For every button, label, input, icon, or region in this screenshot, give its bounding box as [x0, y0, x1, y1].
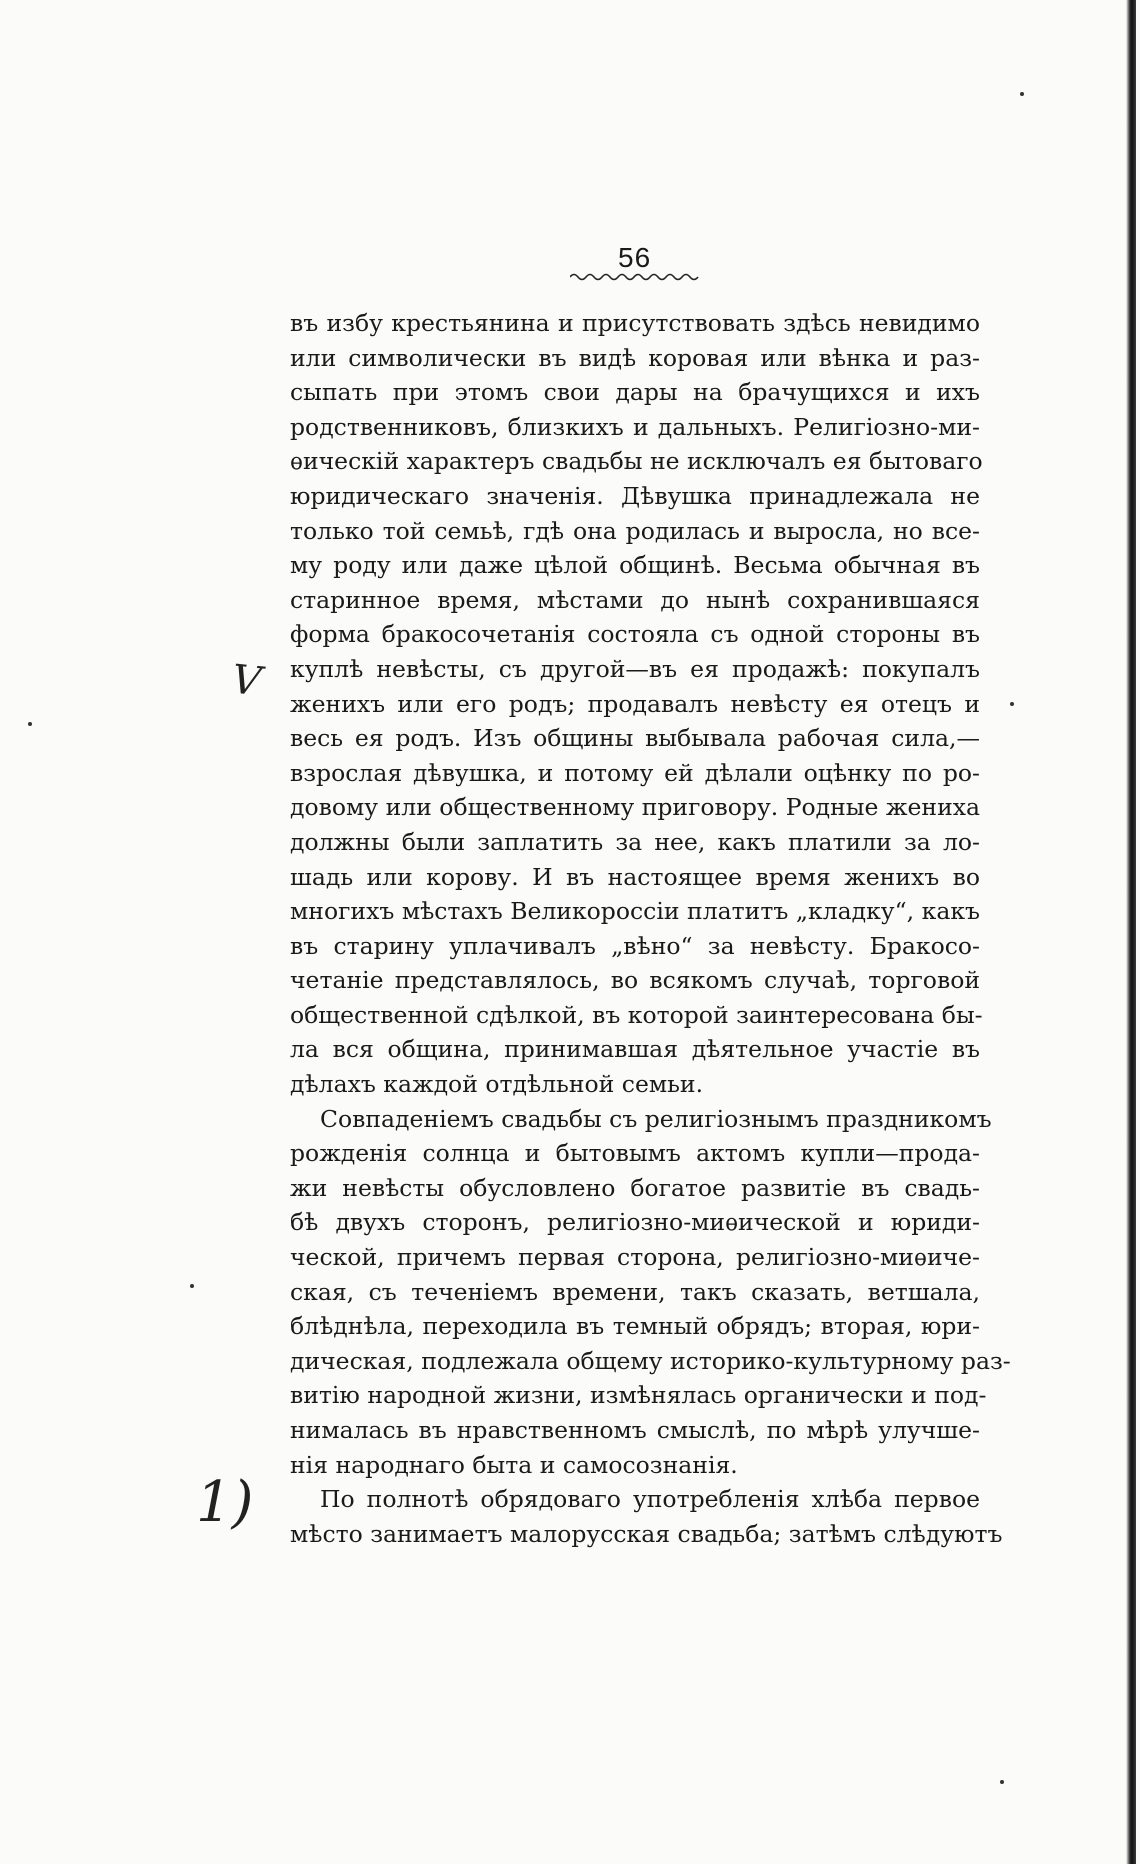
text-line: мѣсто занимаетъ малорусская свадьба; затѣмъ слѣдуютъ	[290, 1519, 1003, 1548]
page-edge-shadow	[1126, 0, 1136, 1864]
text-line: По полнотѣ обрядоваго употребленія хлѣба первое	[320, 1485, 980, 1514]
text-line: должны были заплатить за нее, какъ платили за ло-	[290, 827, 980, 856]
text-line: бѣ двухъ сторонъ, религіозно-миѳической и юриди-	[290, 1208, 980, 1237]
text-line: нималась въ нравственномъ смыслѣ, по мѣрѣ улучше-	[290, 1416, 980, 1444]
text-line: въ избу крестьянина и присутствовать здѣсь невидимо	[290, 309, 980, 337]
text-line: жи невѣсты обусловлено богатое развитіе въ свадь-	[290, 1173, 980, 1202]
text-line: ческой, причемъ первая сторона, религіозно-миѳиче-	[290, 1243, 980, 1272]
text-line: многихъ мѣстахъ Великороссіи платитъ „кладку“, какъ	[290, 897, 980, 926]
text-line: шадь или корову. И въ настоящее время женихъ во	[290, 862, 980, 891]
text-line: нія народнаго быта и самосознанія.	[290, 1450, 738, 1479]
text-line: форма бракосочетанія состояла съ одной стороны въ	[290, 620, 980, 649]
text-line: довому или общественному приговору. Родные жениха	[290, 793, 981, 822]
wavy-rule	[570, 272, 700, 282]
text-line: женихъ или его родъ; продавалъ невѣсту ея отецъ и	[290, 689, 980, 718]
text-line: юридическаго значенія. Дѣвушка принадлежала не	[290, 481, 980, 510]
text-line: только той семьѣ, гдѣ она родилась и выросла, но все-	[290, 516, 980, 545]
text-line: му роду или даже цѣлой общинѣ. Весьма обычная въ	[290, 551, 980, 580]
text-line: взрослая дѣвушка, и потому ей дѣлали оцѣнку по ро-	[290, 758, 980, 787]
speck	[28, 722, 32, 726]
speck	[1000, 1780, 1004, 1784]
text-line: общественной сдѣлкой, въ которой заинтересована бы-	[290, 1000, 983, 1029]
text-line: куплѣ невѣсты, съ другой—въ ея продажѣ: покупалъ	[290, 654, 980, 683]
text-line: дѣлахъ каждой отдѣльной семьи.	[290, 1070, 704, 1099]
page-number: 56	[618, 242, 652, 273]
text-line: рожденія солнца и бытовымъ актомъ купли—прода-	[290, 1139, 980, 1168]
text-line: ская, съ теченіемъ времени, такъ сказать, ветшала,	[290, 1277, 980, 1306]
text-line: сыпать при этомъ свои дары на брачущихся и ихъ	[290, 378, 980, 407]
text-line: старинное время, мѣстами до нынѣ сохранившаяся	[290, 585, 980, 614]
text-line: или символически въ видѣ коровая или вѣнка и раз-	[290, 343, 980, 372]
speck	[1010, 702, 1014, 706]
body-text	[290, 306, 1011, 1551]
text-line: Совпаденіемъ свадьбы съ религіознымъ праздникомъ	[320, 1104, 992, 1133]
text-line: блѣднѣла, переходила въ темный обрядъ; вторая, юри-	[290, 1312, 980, 1341]
text-line: ѳическій характеръ свадьбы не исключалъ ея бытоваго	[290, 447, 983, 476]
text-line: родственниковъ, близкихъ и дальныхъ. Религіозно-ми-	[290, 412, 980, 441]
margin-mark-paren: 1)	[196, 1470, 254, 1535]
text-line: дическая, подлежала общему историко-культурному раз-	[290, 1346, 1011, 1375]
text-line: весь ея родъ. Изъ общины выбывала рабочая сила,—	[290, 724, 980, 753]
text-line: ла вся община, принимавшая дѣятельное участіе въ	[290, 1035, 980, 1064]
speck	[1020, 92, 1024, 96]
text-line: витію народной жизни, измѣнялась органически и под-	[290, 1381, 987, 1410]
margin-mark-v: V	[229, 656, 264, 706]
speck	[190, 1284, 194, 1288]
text-line: въ старину уплачивалъ „вѣно“ за невѣсту. Бракосо-	[290, 931, 980, 960]
text-line: четаніе представлялось, во всякомъ случаѣ, торговой	[290, 966, 980, 995]
